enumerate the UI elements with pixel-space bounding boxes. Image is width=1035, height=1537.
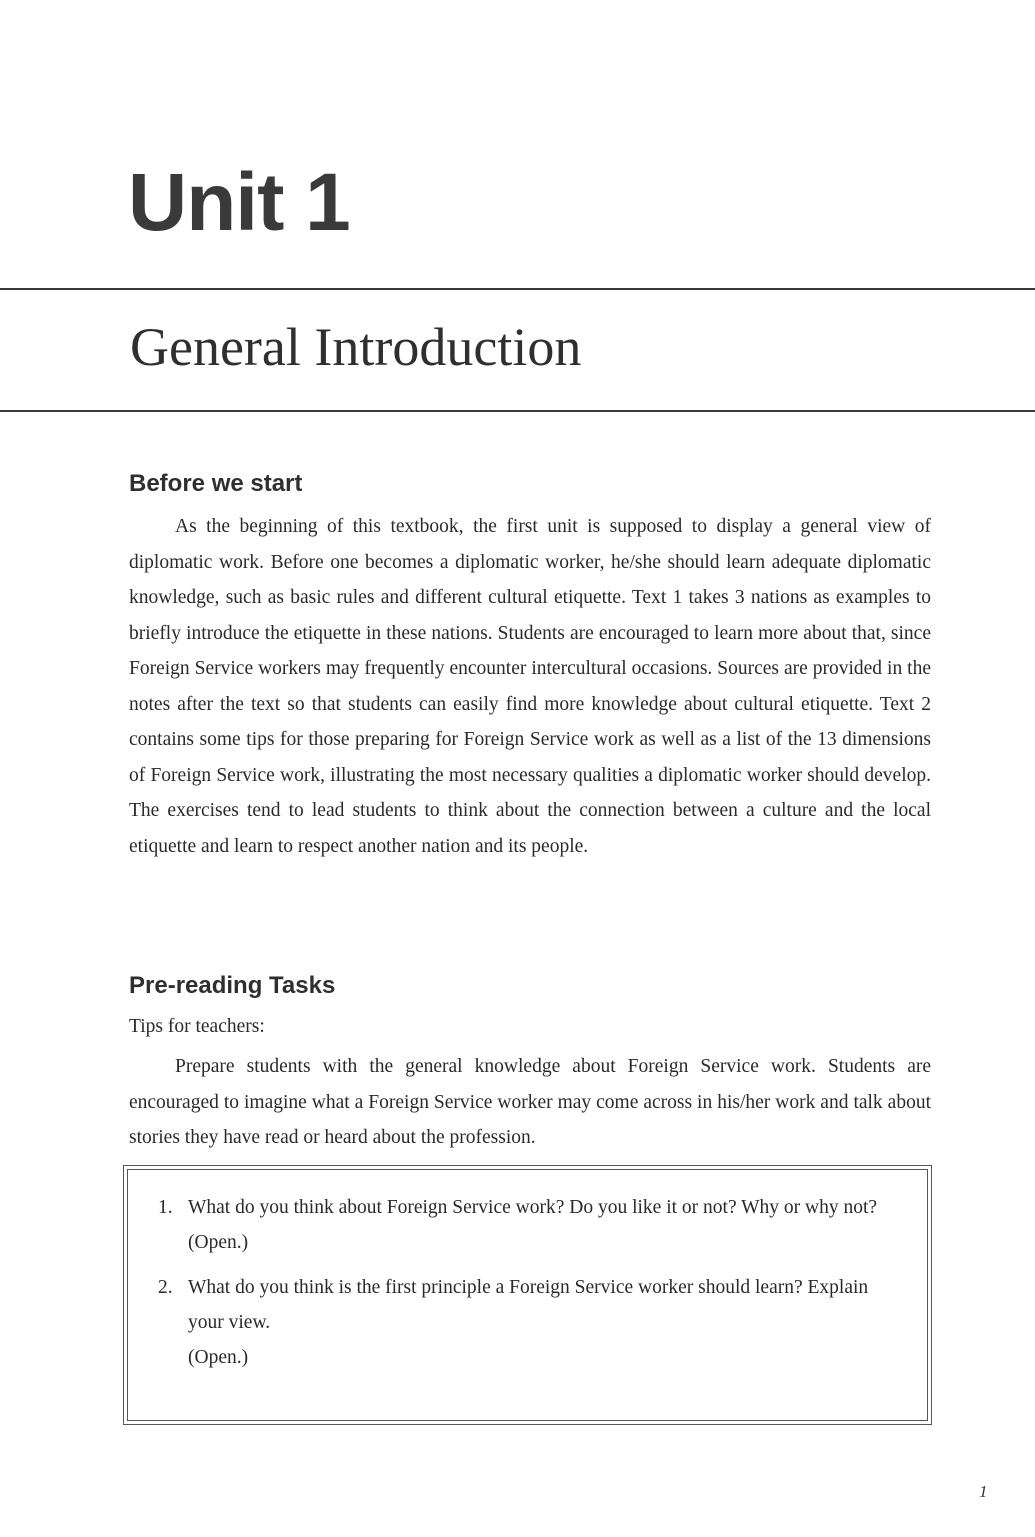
unit-title: Unit 1 xyxy=(128,157,350,248)
question-text: What do you think is the first principle a Foreign Service worker should learn? Explain your view. xyxy=(188,1277,869,1333)
before-we-start-heading: Before we start xyxy=(129,470,303,497)
question-answer: (Open.) xyxy=(188,1347,249,1368)
question-number: 2. xyxy=(158,1277,173,1298)
question-number: 1. xyxy=(158,1197,173,1218)
tips-for-teachers-label: Tips for teachers: xyxy=(129,1016,265,1037)
question-item xyxy=(158,1270,898,1375)
pre-reading-paragraph: Prepare students with the general knowledge about Foreign Service work. Students are encouraged to imagine what a Foreign Service worker may come across in his/her work and talk about stories they have read or heard about the profession. xyxy=(129,1056,931,1148)
pre-reading-heading: Pre-reading Tasks xyxy=(129,972,336,999)
questions-box xyxy=(127,1169,928,1421)
page-number: 1 xyxy=(979,1482,988,1501)
top-divider xyxy=(0,288,1035,290)
question-item xyxy=(158,1190,898,1260)
questions-list xyxy=(158,1190,898,1385)
question-text: What do you think about Foreign Service work? Do you like it or not? Why or why not? xyxy=(188,1197,878,1218)
section-title: General Introduction xyxy=(130,317,582,377)
bottom-divider xyxy=(0,410,1035,412)
before-we-start-paragraph: As the beginning of this textbook, the first unit is supposed to display a general view of diplomatic work. Before one becomes a diplomatic worker, he/she should learn adequate diplomatic knowledge, such as basic rules and different cultural etiquette. Text 1 takes 3 nations as examples to briefly introduce the etiquette in these nations. Students are encouraged to learn more about that, since Foreign Service workers may frequently encounter intercultural occasions. Sources are provided in the notes after the text so that students can easily find more knowledge about cultural etiquette. Text 2 contains some tips for those preparing for Foreign Service work as well as a list of the 13 dimensions of Foreign Service work, illustrating the most necessary qualities a diplomatic worker should develop. The exercises tend to lead students to think about the connection between a culture and the local etiquette and learn to respect another nation and its people. xyxy=(129,516,931,857)
question-answer: (Open.) xyxy=(188,1232,249,1253)
